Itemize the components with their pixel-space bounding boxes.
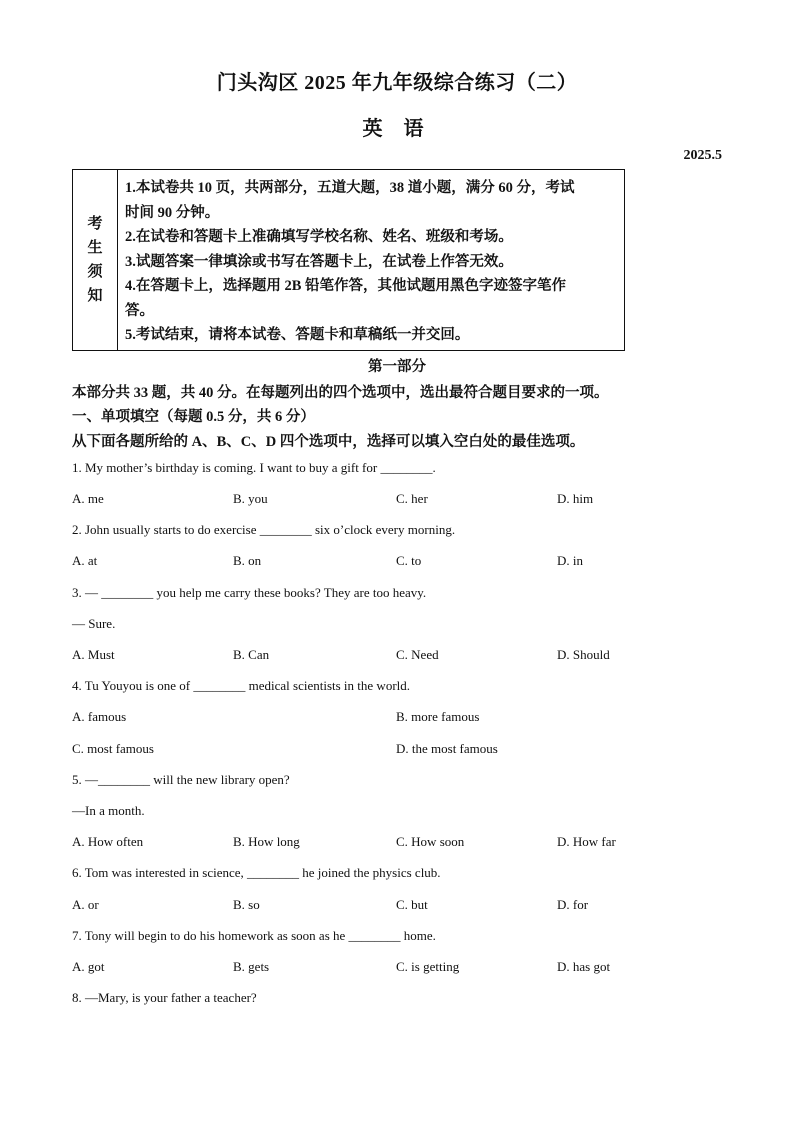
candidate-notice-box [72, 169, 625, 351]
notice-line: 5.考试结束，请将本试卷、答题卡和草稿纸一并交回。 [125, 327, 470, 343]
question-stem: 8. —Mary, is your father a teacher? [72, 990, 257, 1005]
option-b: B. How long [233, 834, 300, 849]
part-intro: 本部分共 33 题，共 40 分。在每题列出的四个选项中，选出最符合题目要求的一项。 [72, 385, 609, 401]
option-a: A. or [72, 897, 99, 912]
notice-label-char: 须 [87, 264, 103, 280]
option-d: D. for [557, 897, 589, 912]
option-b: B. so [233, 897, 260, 912]
option-b: B. on [233, 553, 262, 568]
option-c: C. her [396, 491, 428, 506]
option-b: B. gets [233, 959, 270, 974]
question-stem: 4. Tu Youyou is one of ________ medical scientists in the world. [72, 678, 411, 693]
option-a: A. Must [72, 647, 115, 662]
notice-label-char: 考 [87, 216, 103, 232]
question-stem: 6. Tom was interested in science, ________ he joined the physics club. [72, 865, 441, 880]
question-stem: 2. John usually starts to do exercise ________ six o’clock every morning. [72, 522, 456, 537]
option-d: D. How far [557, 834, 616, 849]
notice-label-char: 知 [87, 288, 103, 304]
notice-label-char: 生 [87, 240, 103, 256]
option-c: C. but [396, 897, 428, 912]
question-stem: 5. —________ will the new library open? [72, 772, 290, 787]
exam-date: 2025.5 [683, 148, 722, 163]
option-a: A. How often [72, 834, 144, 849]
option-d: D. him [557, 491, 594, 506]
option-d: D. in [557, 553, 583, 568]
option-d: D. the most famous [396, 741, 498, 756]
part-title: 第一部分 [368, 359, 426, 375]
option-d: D. has got [557, 959, 611, 974]
dialogue-reply: — Sure. [72, 616, 116, 631]
option-c: C. is getting [396, 959, 460, 974]
notice-label [73, 170, 118, 350]
option-c: C. Need [396, 647, 439, 662]
notice-line: 1.本试卷共 10 页，共两部分，五道大题，38 道小题，满分 60 分，考试 [125, 180, 575, 196]
question-stem: 7. Tony will begin to do his homework as soon as he ________ home. [72, 928, 436, 943]
section-title: 一、单项填空（每题 0.5 分，共 6 分） [72, 409, 315, 425]
option-b: B. Can [233, 647, 270, 662]
subject-title: 英 语 [362, 118, 432, 140]
notice-line: 3.试题答案一律填涂或书写在答题卡上，在试卷上作答无效。 [125, 253, 513, 270]
exam-title: 门头沟区 2025 年九年级综合练习（二） [216, 72, 578, 94]
notice-line: 时间 90 分钟。 [125, 204, 220, 221]
notice-body [118, 170, 624, 350]
dialogue-reply: —In a month. [72, 803, 145, 818]
option-a: A. famous [72, 709, 127, 724]
question-stem: 1. My mother’s birthday is coming. I want to buy a gift for ________. [72, 460, 436, 475]
option-c: C. most famous [72, 741, 154, 756]
notice-line: 2.在试卷和答题卡上准确填写学校名称、姓名、班级和考场。 [125, 229, 513, 245]
option-a: A. got [72, 959, 105, 974]
option-c: C. How soon [396, 834, 465, 849]
option-a: A. at [72, 553, 98, 568]
option-b: B. more famous [396, 709, 480, 724]
option-d: D. Should [557, 647, 610, 662]
notice-line: 4.在答题卡上，选择题用 2B 铅笔作答，其他试题用黑色字迹签字笔作 [125, 278, 567, 294]
question-stem: 3. — ________ you help me carry these books? They are too heavy. [72, 585, 427, 600]
section-instructions: 从下面各题所给的 A、B、C、D 四个选项中，选择可以填入空白处的最佳选项。 [72, 434, 585, 450]
option-c: C. to [396, 553, 422, 568]
option-a: A. me [72, 491, 104, 506]
notice-line: 答。 [125, 302, 154, 319]
option-b: B. you [233, 491, 268, 506]
